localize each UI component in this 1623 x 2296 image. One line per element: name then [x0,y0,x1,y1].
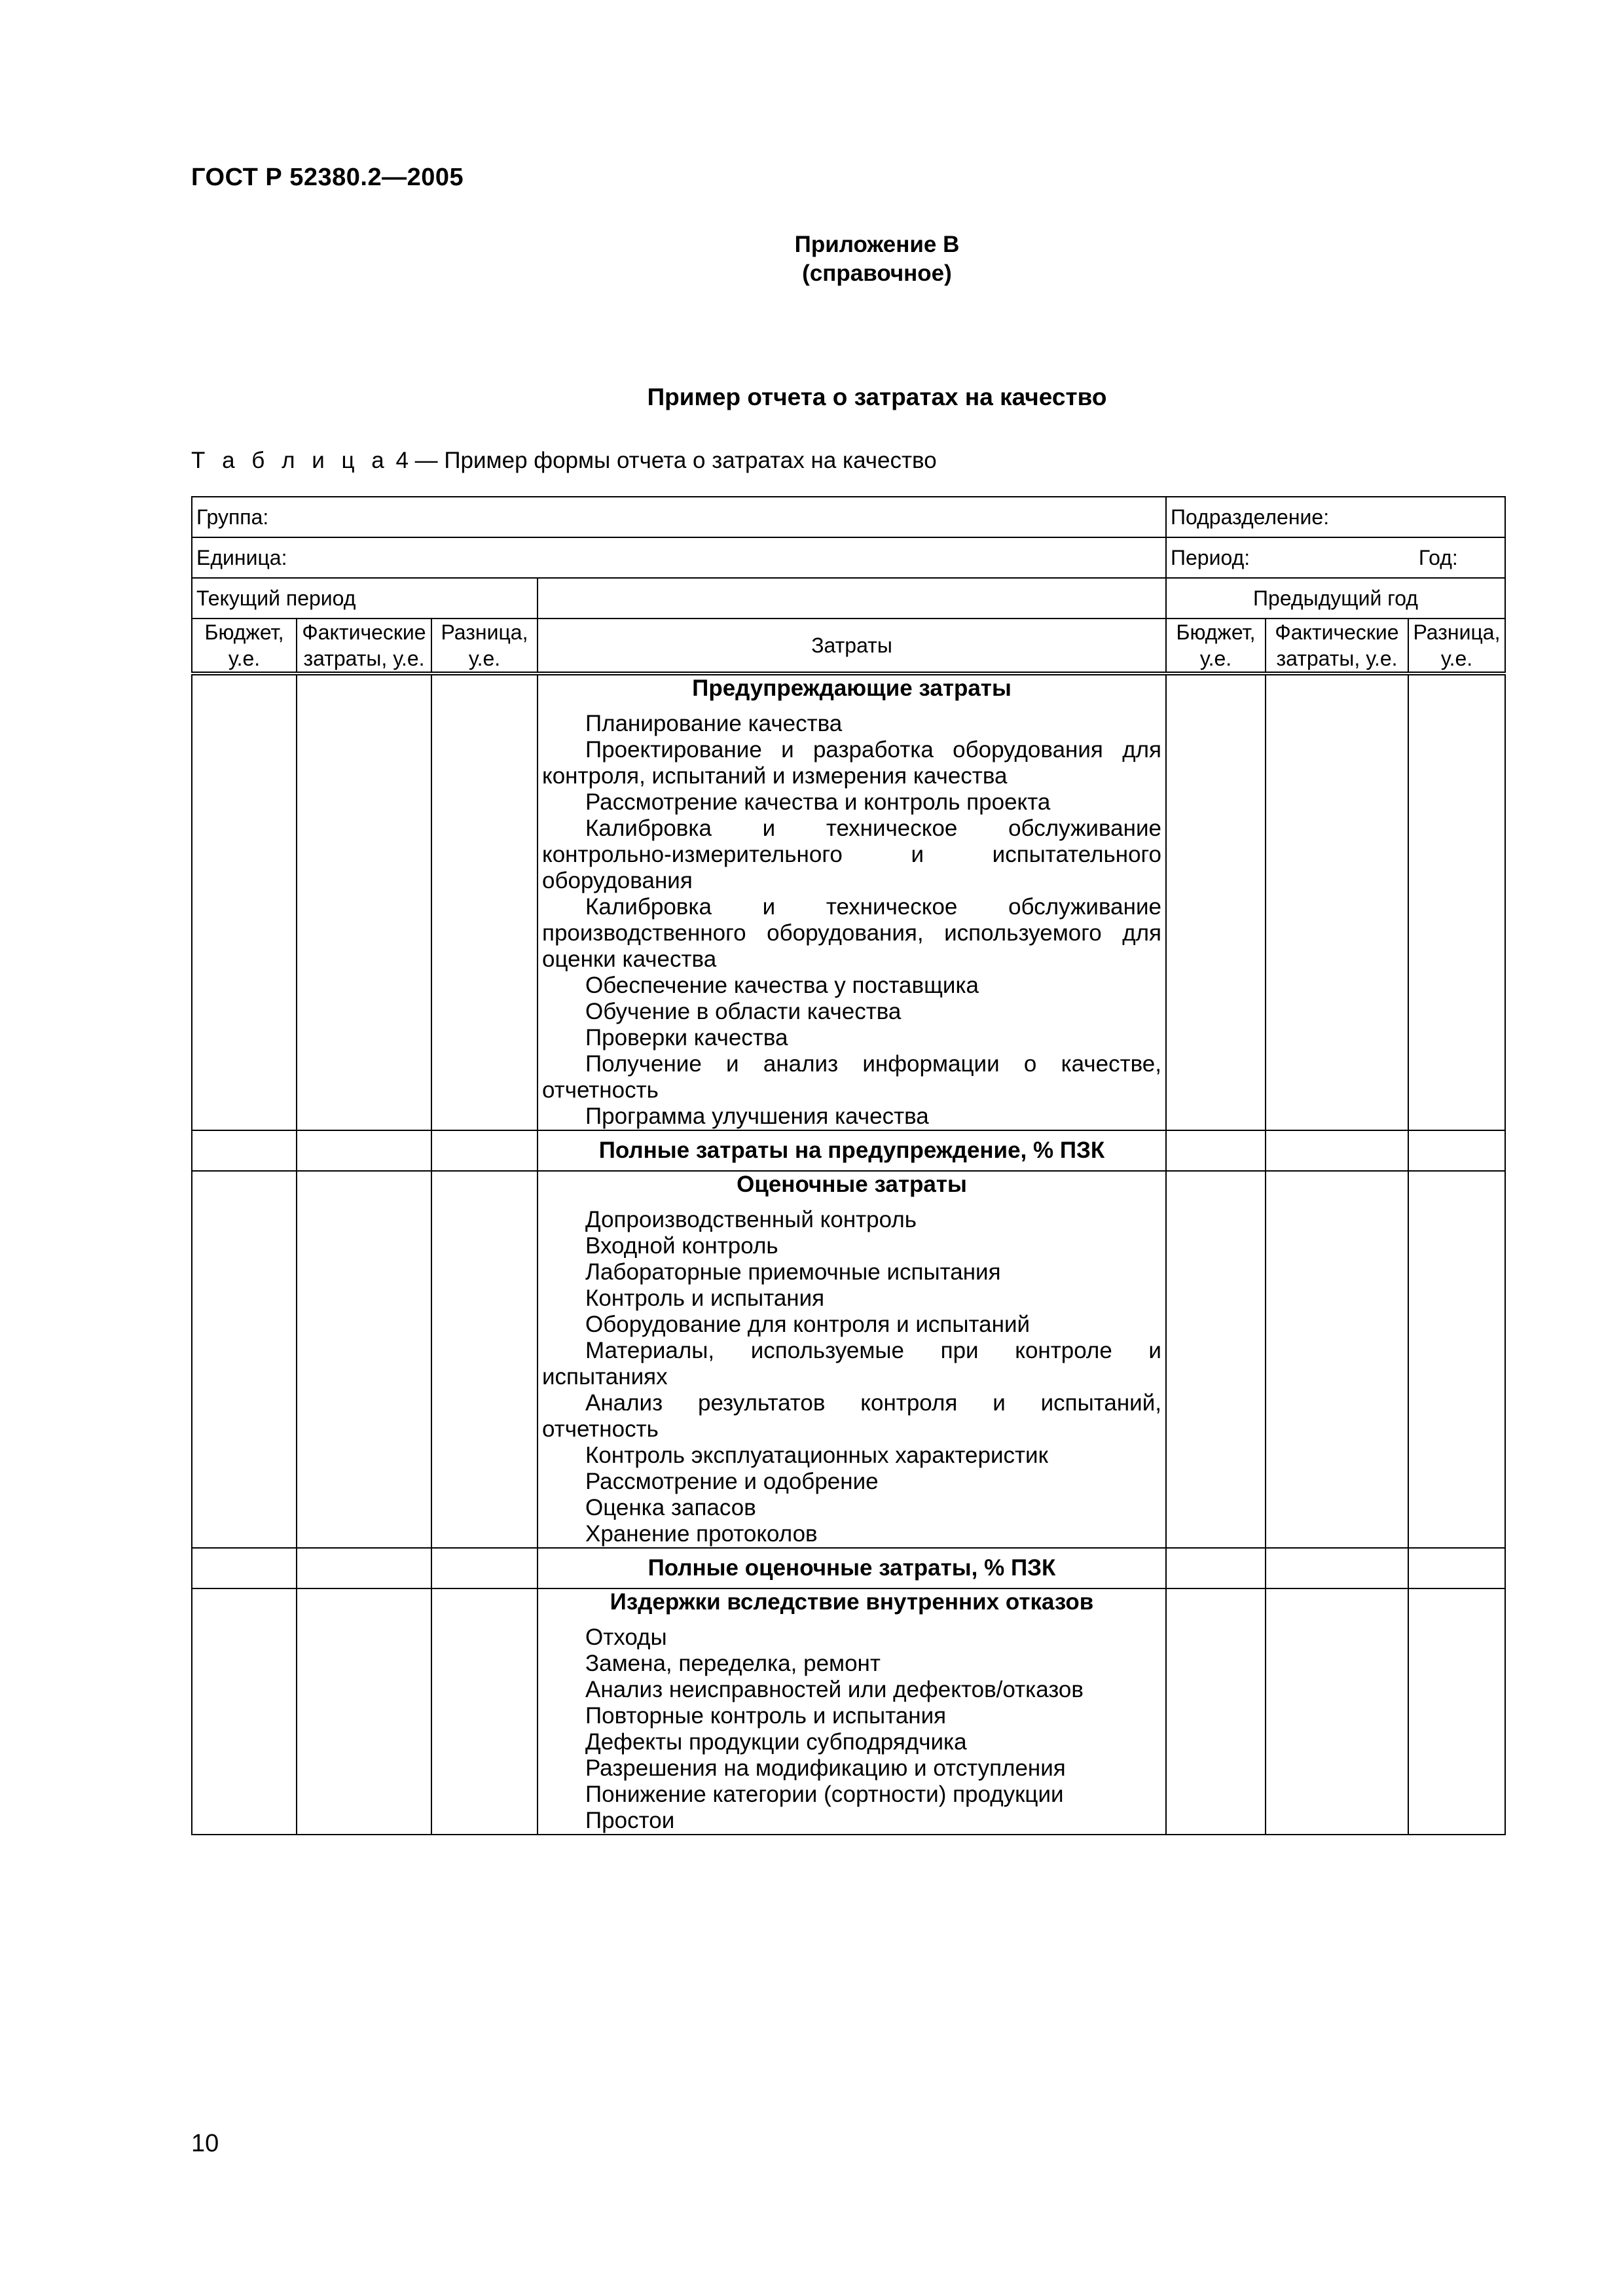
cost-item: Рассмотрение качества и контроль проекта [585,789,1051,815]
cost-item: Хранение протоколов [585,1521,818,1547]
page-number: 10 [191,2130,219,2157]
value-cell [192,1171,297,1548]
value-cell [297,1548,431,1588]
current-period-label: Текущий период [192,578,538,619]
group-label: Группа: [192,497,1166,537]
prevention-total-row [192,1130,1505,1171]
group-row [192,497,1505,537]
cost-item: Анализ неисправностей или дефектов/отказов [585,1677,1084,1702]
value-cell [192,673,297,1130]
col-difference-current: Разница, у.е. [431,619,538,673]
period-row [192,578,1505,619]
cost-item: Замена, переделка, ремонт [585,1651,881,1676]
value-cell [1266,1130,1408,1171]
document-code: ГОСТ Р 52380.2—2005 [191,164,464,191]
empty-cell [538,578,1166,619]
cost-item: Лабораторные приемочные испытания [585,1259,1001,1285]
cost-item: Входной контроль [585,1233,778,1259]
cost-item: Оценка запасов [585,1495,756,1520]
appraisal-section-row [192,1171,1505,1548]
value-cell [431,673,538,1130]
value-cell [1408,1171,1505,1548]
section-title-text: Пример отчета о затратах на качество [647,384,1107,410]
col-actual-current: Фактические затраты, у.е. [297,619,431,673]
previous-year-label: Предыдущий год [1166,578,1505,619]
internal-failure-costs-cell [538,1588,1166,1835]
period-label: Период: [1171,546,1250,569]
value-cell [1266,1548,1408,1588]
cost-item: Проверки качества [585,1025,788,1050]
cost-item: Дефекты продукции субподрядчика [585,1729,967,1755]
cost-item: Рассмотрение и одобрение [585,1469,879,1494]
prevention-title: Предупреждающие затраты [692,675,1012,701]
cost-item: Анализ результатов контроля и испытаний, отчетность [542,1390,1161,1442]
col-budget-current: Бюджет, у.е. [192,619,297,673]
prevention-total-label: Полные затраты на предупреждение, % ПЗК [538,1130,1166,1171]
cost-item: Простои [585,1808,675,1833]
value-cell [192,1588,297,1835]
appraisal-costs-cell [538,1171,1166,1548]
appraisal-title: Оценочные затраты [737,1172,967,1197]
unit-row [192,537,1505,578]
appendix-heading [0,230,1623,288]
cost-item: Материалы, используемые при контроле и испытаниях [542,1338,1161,1390]
cost-item: Повторные контроль и испытания [585,1703,947,1729]
cost-item: Понижение категории (сортности) продукции [585,1782,1064,1807]
table-caption-prefix: Т а б л и ц а [191,448,390,473]
internal-failure-section-row [192,1588,1505,1835]
appraisal-total-label: Полные оценочные затраты, % ПЗК [538,1548,1166,1588]
cost-item: Программа улучшения качества [585,1103,929,1129]
period-year-cell [1166,537,1505,578]
value-cell [431,1130,538,1171]
value-cell [297,1588,431,1835]
cost-item: Контроль и испытания [585,1285,825,1311]
cost-item: Обеспечение качества у поставщика [585,973,979,998]
cost-item: Проектирование и разработка оборудования для контроля, испытаний и измерения качества [542,737,1161,789]
value-cell [431,1588,538,1835]
cost-item: Планирование качества [585,711,843,736]
prevention-section-row [192,673,1505,1130]
value-cell [431,1548,538,1588]
cost-item: Отходы [585,1624,667,1650]
table-caption-number: 4 [395,448,409,473]
value-cell [192,1548,297,1588]
value-cell [1166,1588,1266,1835]
cost-item: Оборудование для контроля и испытаний [585,1312,1030,1337]
prevention-costs-cell [538,673,1166,1130]
value-cell [1408,1548,1505,1588]
cost-item: Калибровка и техническое обслуживание производственного оборудования, используемого для оценки качества [542,894,1161,972]
cost-item: Контроль эксплуатационных характеристик [585,1443,1048,1468]
value-cell [1408,1588,1505,1835]
quality-cost-report-table [191,496,1506,1835]
appendix-title: Приложение В [794,232,960,257]
cost-item: Получение и анализ информации о качестве, отчетность [542,1051,1161,1103]
value-cell [297,1171,431,1548]
unit-label: Единица: [192,537,1166,578]
section-title [0,384,1623,411]
internal-failure-title: Издержки вследствие внутренних отказов [610,1589,1094,1615]
value-cell [1166,1171,1266,1548]
cost-item: Обучение в области качества [585,999,902,1024]
table-caption [191,448,937,474]
col-actual-previous: Фактические затраты, у.е. [1266,619,1408,673]
value-cell [297,1130,431,1171]
cost-item: Калибровка и техническое обслуживание контрольно-измерительного и испытательного оборудования [542,816,1161,893]
col-costs: Затраты [538,619,1166,673]
value-cell [1266,1588,1408,1835]
value-cell [1266,673,1408,1130]
value-cell [1266,1171,1408,1548]
value-cell [297,673,431,1130]
col-budget-previous: Бюджет, у.е. [1166,619,1266,673]
value-cell [1166,673,1266,1130]
value-cell [1408,1130,1505,1171]
value-cell [1166,1130,1266,1171]
value-cell [1166,1548,1266,1588]
year-label: Год: [1418,546,1458,569]
appendix-type: (справочное) [802,260,952,286]
value-cell [1408,673,1505,1130]
col-difference-previous: Разница, у.е. [1408,619,1505,673]
division-label: Подразделение: [1166,497,1505,537]
appraisal-total-row [192,1548,1505,1588]
cost-item: Допроизводственный контроль [585,1207,917,1232]
value-cell [192,1130,297,1171]
table-caption-text: — Пример формы отчета о затратах на качество [408,448,937,473]
column-header-row [192,619,1505,673]
value-cell [431,1171,538,1548]
cost-item: Разрешения на модификацию и отступления [585,1755,1066,1781]
